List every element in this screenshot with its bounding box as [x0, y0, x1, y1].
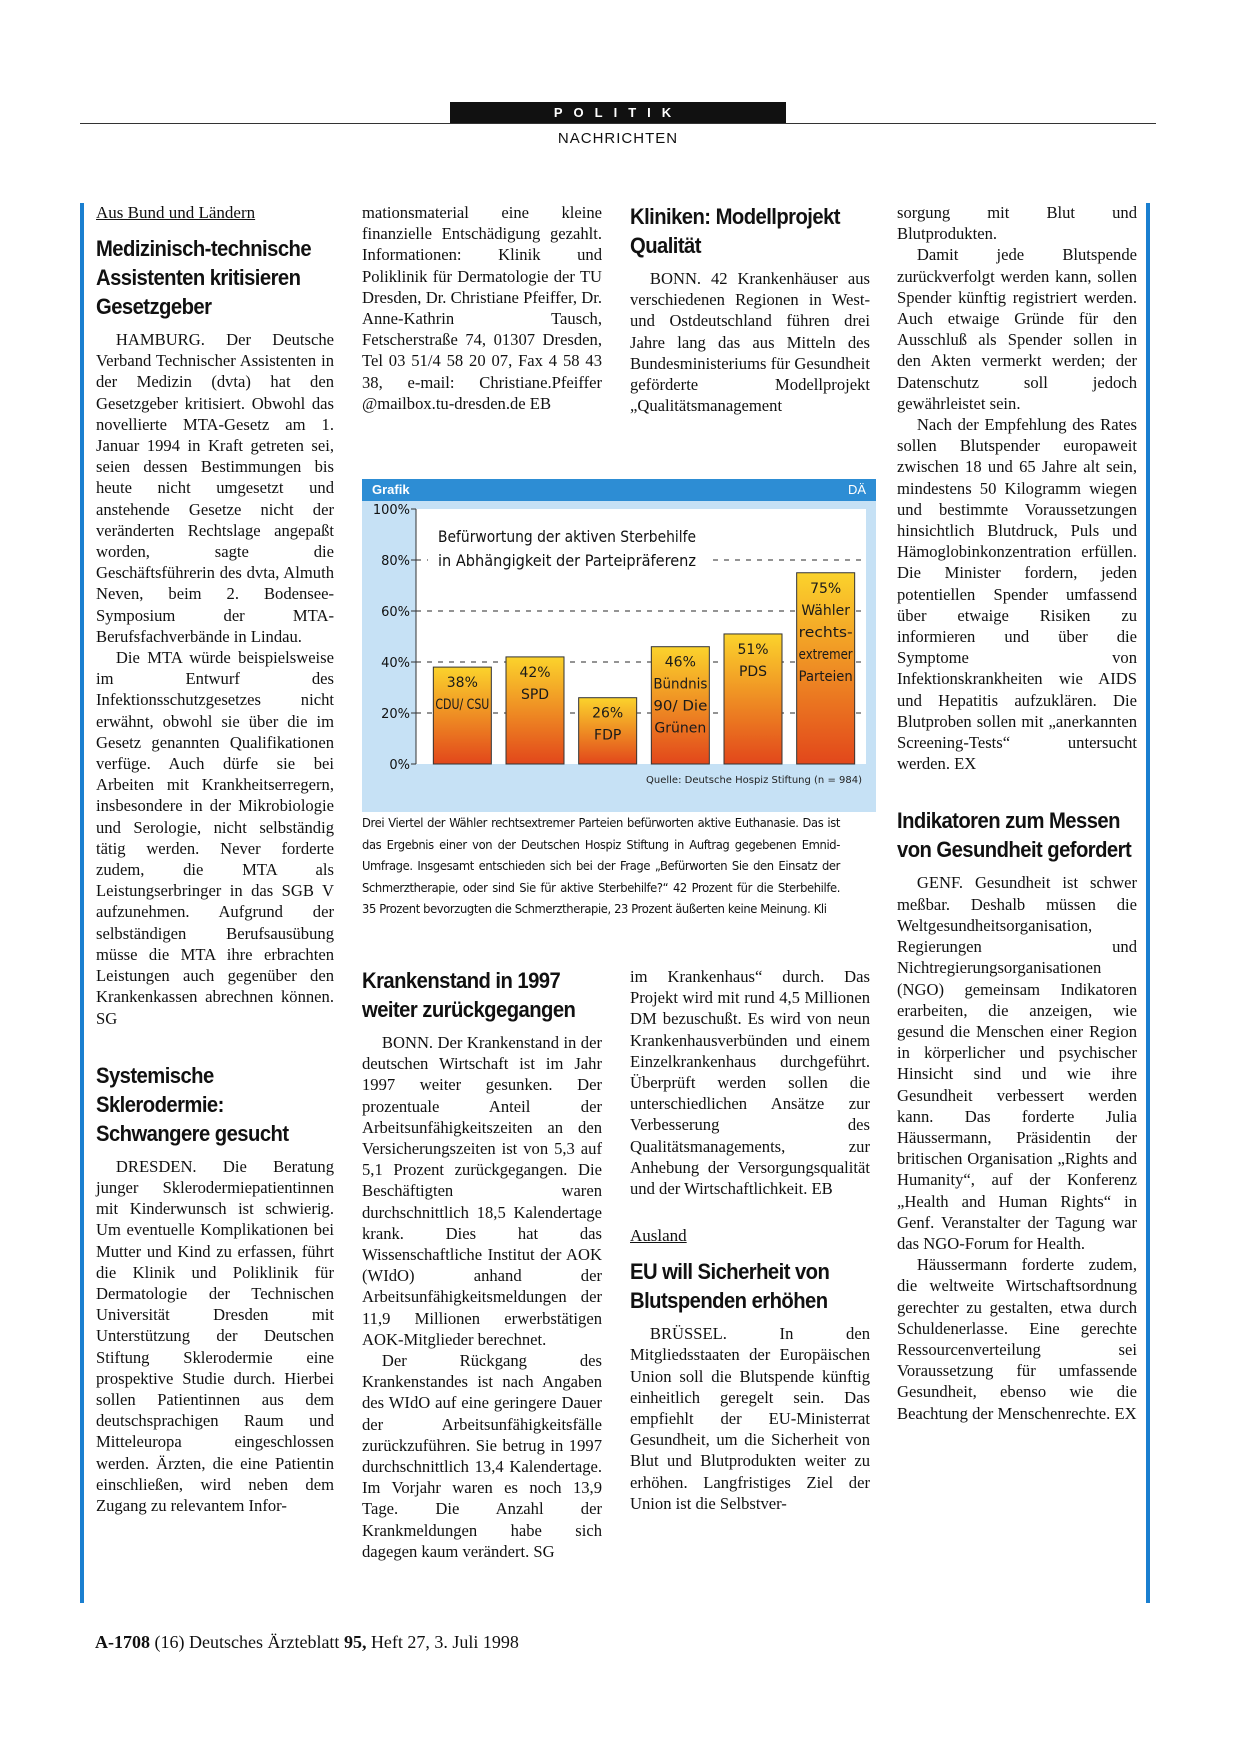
bar-value-label: 46%	[664, 654, 696, 671]
bar-value-label: 38%	[446, 675, 478, 692]
article-eu-continuation-1: sorgung mit Blut und Blutprodukten.	[897, 203, 1137, 244]
page-number: A-1708	[95, 1632, 150, 1652]
graphic-caption: Drei Viertel der Wähler rechtsextremer Parteien befürworten aktive Euthanasie. Das ist das Ergebnis einer von der Deutschen Hospiz Stiftung in Auftrag gegebenen Emnid-Umfrage. Insgesamt entschieden sich bei der Frage „Befürworten Sie den Einsatz der Schmerztherapie, oder sind Sie für aktive Sterbehilfe?“ 42 Prozent für die Sterbehilfe. 35 Prozent bevorzugten die Schmerztherapie, 23 Prozent äußerten keine Meinung. Kli	[362, 815, 841, 916]
bar-category-label: Bündnis	[653, 676, 708, 693]
bar-category-label: rechts-	[798, 624, 853, 641]
page-footer	[95, 1632, 519, 1653]
y-tick-label: 40%	[381, 656, 410, 671]
bar-category-label: PDS	[738, 663, 768, 680]
chart-title-line-1: Befürwortung der aktiven Sterbehilfe	[438, 527, 696, 546]
subsection-label: NACHRICHTEN	[557, 130, 679, 147]
article-mta-para-2: Die MTA würde beispielsweise im Entwurf des Infektionsschutzgesetzes nicht erwähnt, obwohl sie über die im Gesetz genannten Qualifikationen verfüge. Auch dürfe sie bei Arbeiten mit Krankheitserregern, insbesondere in der Mikrobiologie und Serologie, nicht selbständig tätig werden. Never forderte zudem, die MTA als Leistungserbringer in das SGB V aufzunehmen. Aufgrund der selbständigen Berufsausübung müsse die MTA ihre erbrachten Leistungen auch gegenüber den Krankenkassen abrechnen können. SG	[96, 648, 334, 1028]
article-sklerodermie-para-1: DRESDEN. Die Beratung junger Sklerodermiepatientinnen mit Kinderwunsch ist schwierig. Um eventuelle Komplikationen bei Mutter und Kind zu erfassen, führt die Klinik und Poliklinik für Dermatologie der Technischen Universität Dresden mit Unterstützung der Deutschen Stiftung Sklerodermie eine prospektive Studie durch. Hierbei sollen Patientinnen aus dem deutschsprachigen Raum und Mitteleuropa eingeschlossen werden. Ärzten, die eine Patientin einschließen, wird neben dem Zugang zu relevantem Infor-	[96, 1156, 334, 1515]
kicker-domestic: Aus Bund und Ländern	[96, 203, 256, 222]
header-rule	[80, 123, 1156, 124]
column-2-bottom	[362, 966, 602, 1562]
spacer	[897, 774, 1137, 806]
chart-source: Quelle: Deutsche Hospiz Stiftung (n = 984)	[646, 775, 862, 786]
article-eu-continuation-3: Nach der Empfehlung des Rates sollen Blutspender europaweit zwischen 18 und 65 Jahre alt sein, mindestens 50 Kilogramm wiegen und bestimmte Voraussetzungen hinsichtlich Blutdruck, Puls und Hämoglobinkonzentration erfüllen. Die Minister fordern, jeden potentiellen Spender umfassend über etwaige Risiken zu informieren und über die Symptome von Infektionskrankheiten wie AIDS und Hepatitis aufzuklären. Die Blutproben sollen mit „anerkannten Screening-Tests“ untersucht werden. EX	[897, 415, 1137, 774]
bar-category-label: CDU/ CSU	[435, 697, 490, 714]
article-kliniken-para-1: BONN. 42 Krankenhäuser aus verschiedenen Regionen in West- und Ostdeutschland führen drei Jahre lang das aus Mitteln des Bundesministeriums für Gesundheit geförderte Modellprojekt „Qualitätsmanagement	[630, 269, 870, 416]
graphic-body	[362, 501, 876, 812]
article-krankenstand-para-2: Der Rückgang des Krankenstandes ist nach Angaben des WIdO auf eine geringere Dauer der Arbeitsunfähigkeitsfälle zurückzuführen. Sie betrug in 1997 durchschnittlich 13,4 Kalendertage. Im Vorjahr waren es noch 13,9 Tage. Die Anzahl der Krankmeldungen habe sich dagegen kaum verändert. SG	[362, 1351, 602, 1561]
footer-volume: 95,	[343, 1632, 367, 1652]
column-3-bottom	[630, 966, 870, 1514]
bar-value-label: 42%	[519, 664, 551, 681]
column-3-top	[630, 202, 870, 416]
right-margin-bar	[1146, 203, 1150, 1603]
column-1	[96, 202, 334, 1516]
y-tick-label: 20%	[381, 707, 410, 722]
headline-kliniken: Kliniken: Modellprojekt Qualität	[630, 204, 840, 258]
headline-krankenstand: Krankenstand in 1997 weiter zurückgegangen	[362, 968, 576, 1022]
graphic-brand: DÄ	[847, 482, 866, 497]
article-sklerodermie-continuation: mationsmaterial eine kleine finanzielle Entschädigung gezahlt. Informationen: Klinik und Poliklinik für Dermatologie der TU Dresden, Dr. Christiane Pfeiffer, Dr. Anne-Kathrin Tausch, Fetscherstraße 74, 01307 Dresden, Tel 03 51/4 58 20 07, Fax 4 58 43 38, e-mail: Christiane.Pfeiffer @mailbox.tu-dresden.de EB	[362, 203, 602, 413]
y-tick-label: 0%	[389, 758, 410, 773]
chart-title-line-2: in Abhängigkeit der Parteipräferenz	[438, 551, 696, 570]
column-2-top	[362, 202, 602, 414]
footer-text-b: Heft 27, 3. Juli 1998	[366, 1632, 519, 1652]
graphic-box	[362, 479, 876, 812]
bar-chart	[362, 501, 876, 812]
article-mta-para-1: HAMBURG. Der Deutsche Verband Technischer Assistenten in der Medizin (dvta) hat den Gesetzgeber kritisiert. Obwohl das novellierte MTA-Gesetz am 1. Januar 1994 in Kraft getreten sei, seien dessen Bestimmungen bis heute nicht umgesetzt und anstehende Gesetze nicht der veränderten Rechtslage angepaßt worden, sagte die Geschäftsführerin des dvta, Almuth Neven, beim 2. Bodensee-Symposium der MTA-Berufsfachverbände in Lindau.	[96, 330, 334, 646]
bar-category-label: SPD	[520, 686, 550, 703]
bar-category-label: Wähler	[801, 602, 851, 619]
graphic-label: Grafik	[372, 482, 410, 497]
bar-category-label: FDP	[594, 727, 622, 744]
article-indikatoren-para-2: Häussermann forderte zudem, die weltweite Wirtschaftsordnung gerechter zu gestalten, etwa durch Schuldenerlasse. Eine gerechte Ressourcenverteilung sei Voraussetzung für umfassende Gesundheit, ebenso wie die Beachtung der Menschenrechte. EX	[897, 1255, 1137, 1423]
y-tick-label: 80%	[381, 554, 410, 569]
column-4	[897, 202, 1137, 1424]
bar-value-label: 26%	[592, 705, 624, 722]
bar-value-label: 75%	[810, 580, 842, 597]
bar-category-label: extremer	[798, 646, 853, 663]
headline-mta: Medizinisch-technische Assistenten kritisieren Gesetzgeber	[96, 236, 312, 319]
article-eu-continuation-2: Damit jede Blutspende zurückverfolgt werden kann, sollen Spender künftig registriert werden. Auch etwaige Gründe für den Ausschluß als Spender sollen in den Akten vermerkt werden; der Datenschutz soll jedoch gewährleistet sein.	[897, 245, 1137, 413]
article-krankenstand-para-1: BONN. Der Krankenstand in der deutschen Wirtschaft ist im Jahr 1997 weiter gesunken. Der prozentuale Anteil der Arbeitsunfähigkeitszeiten an den Versicherungszeiten ist von 5,3 auf 5,1 Prozent zurückgegangen. Die Beschäftigten waren durchschnittlich 18,5 Kalendertage krank. Dies hat das Wissenschaftliche Institut der AOK (WIdO) anhand der Arbeitsunfähigkeitsmeldungen der 11,9 Millionen erwerbstätigen AOK-Mitglieder berechnet.	[362, 1033, 602, 1349]
headline-eu-blutspenden: EU will Sicherheit von Blutspenden erhöhen	[630, 1259, 830, 1314]
bar-category-label: 90/ Die	[653, 698, 708, 715]
article-eu-para-1: BRÜSSEL. In den Mitgliedsstaaten der Europäischen Union soll die Blutspende künftig einheitlich geregelt sein. Das empfiehlt der EU-Ministerrat Gesundheit, um die Sicherheit von Blut und Blutprodukten weiter zu erhöhen. Langfristiges Ziel der Union ist die Selbstver-	[630, 1324, 870, 1513]
graphic-header	[362, 479, 876, 501]
headline-indikatoren: Indikatoren zum Messen von Gesundheit gefordert	[897, 808, 1132, 863]
bar-category-label: Grünen	[654, 720, 707, 737]
spacer	[630, 1199, 870, 1225]
bar-category-label: Parteien	[798, 668, 853, 685]
headline-sklerodermie: Systemische Sklerodermie: Schwangere gesucht	[96, 1062, 289, 1146]
y-tick-label: 100%	[372, 503, 410, 518]
kicker-abroad: Ausland	[630, 1226, 687, 1246]
footer-text-a: (16) Deutsches Ärzteblatt	[154, 1632, 344, 1652]
y-tick-layer	[373, 503, 416, 773]
left-margin-bar	[80, 203, 84, 1603]
article-kliniken-continuation: im Krankenhaus“ durch. Das Projekt wird mit rund 4,5 Millionen DM bezuschußt. Es wird von neun Krankenhausverbünden und einem Einzelkrankenhaus durchgeführt. Überprüft werden sollen die unterschiedlichen Ansätze zur Verbesserung des Qualitätsmanagements, zur Anhebung der Versorgungsqualität und der Wirtschaftlichkeit. EB	[630, 967, 870, 1199]
spacer	[96, 1029, 334, 1061]
bar-value-label: 51%	[737, 641, 769, 658]
y-tick-label: 60%	[381, 605, 410, 620]
section-banner: POLITIK	[450, 102, 786, 123]
article-indikatoren-para-1: GENF. Gesundheit ist schwer meßbar. Deshalb müssen die Weltgesundheitsorganisation, Regierungen und Nichtregierungsorganisationen (NGO) gemeinsam Indikatoren erarbeiten, die anzeigen, wie gesund die Menschen einer Region in körperlicher und psychischer Hinsicht sind und wie ihre Gesundheit verbessert werden kann. Das forderte Julia Häussermann, Präsidentin der britischen Organisation „Rights and Humanity“, auf der Konferenz „Health and Human Rights“ in Genf. Veranstalter der Tagung war das NGO-Forum for Health.	[897, 873, 1137, 1253]
